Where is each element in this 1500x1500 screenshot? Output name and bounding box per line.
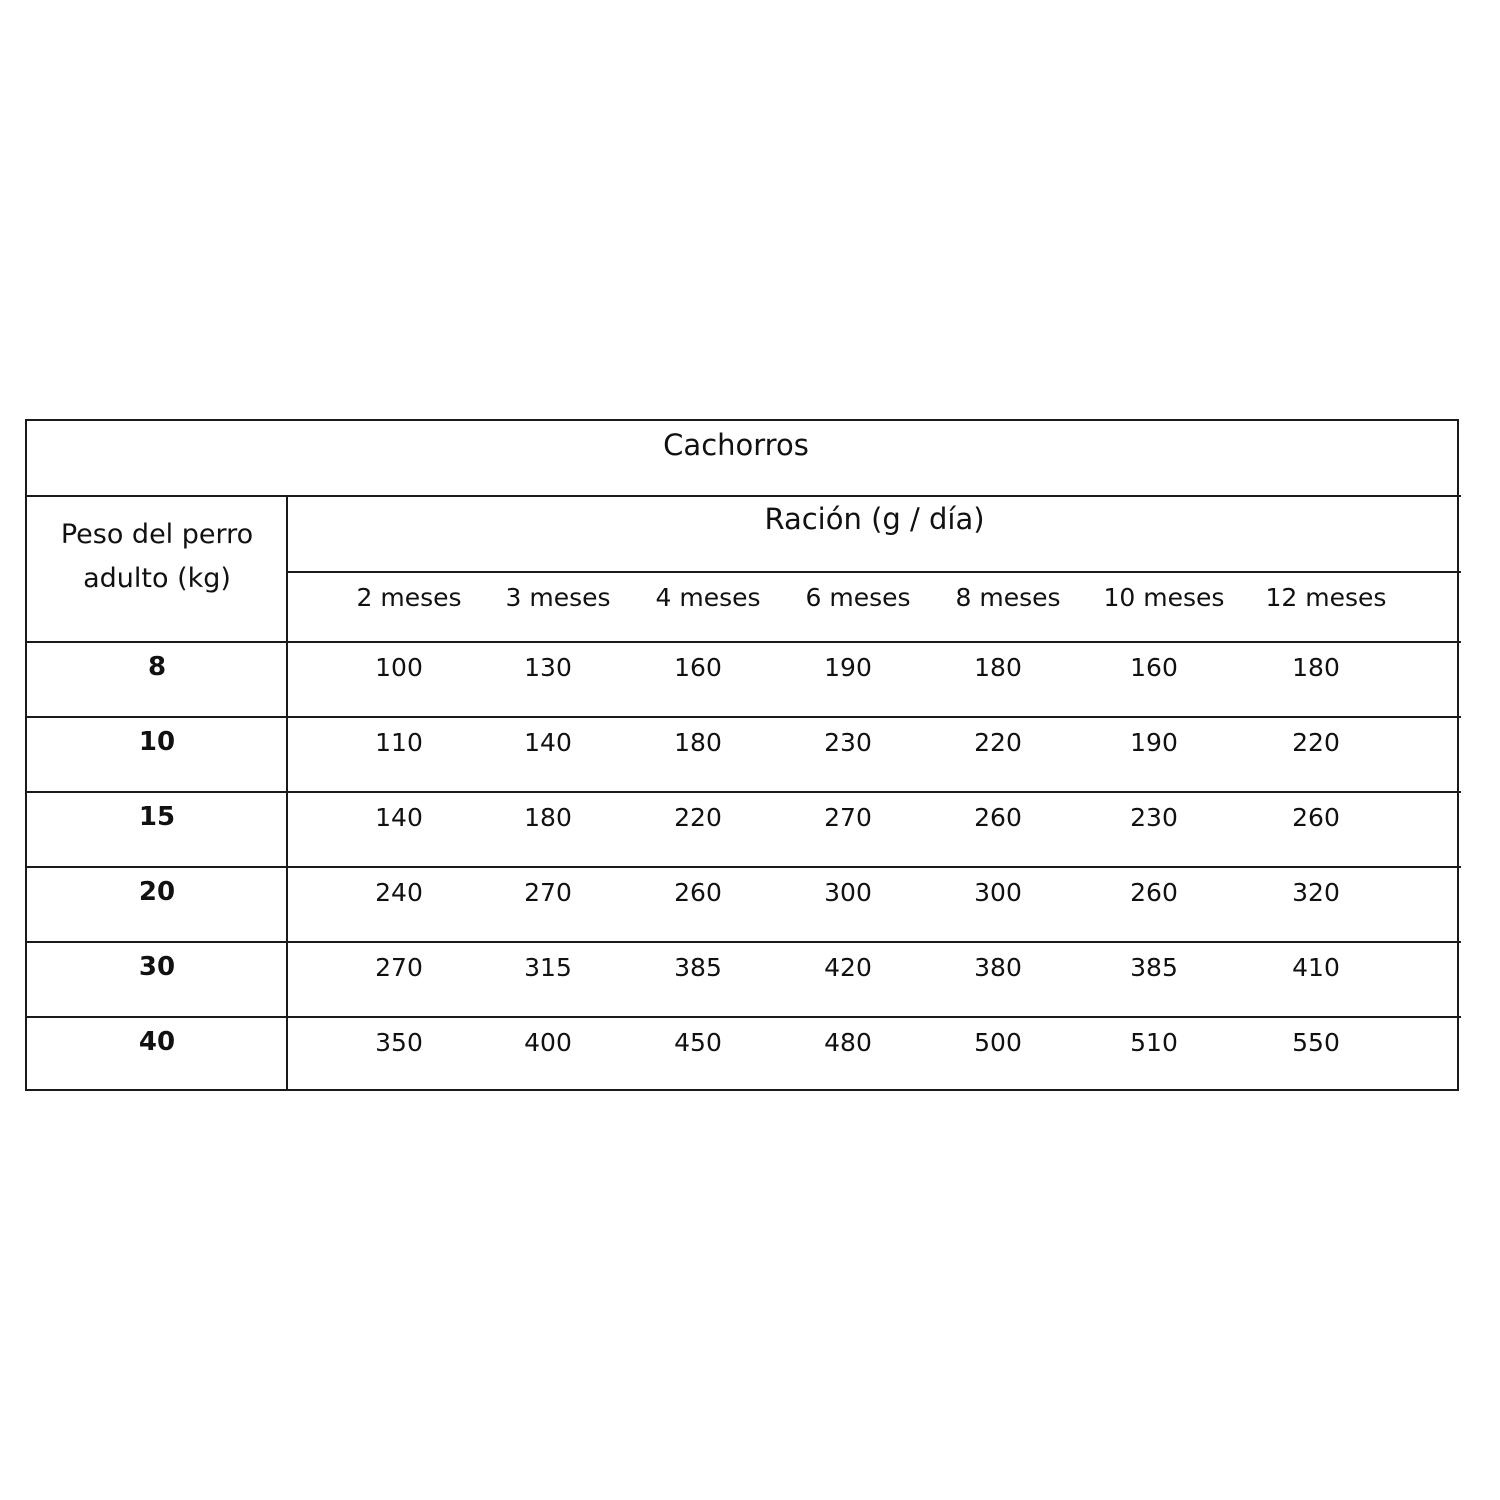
ration-cell: 260: [974, 803, 1022, 832]
month-header: 10 meses: [1103, 583, 1225, 612]
feeding-table: [25, 419, 1459, 1091]
ration-cell: 400: [524, 1028, 572, 1057]
ration-cell: 410: [1292, 953, 1340, 982]
ration-cell: 260: [1292, 803, 1340, 832]
ration-cell: 270: [375, 953, 423, 982]
ration-cell: 180: [974, 653, 1022, 682]
ration-cell: 140: [375, 803, 423, 832]
row-divider: [27, 941, 1461, 943]
month-header: 2 meses: [356, 583, 462, 612]
ration-cell: 450: [674, 1028, 722, 1057]
ration-cell: 480: [824, 1028, 872, 1057]
column-divider: [286, 495, 288, 1091]
table-title: Cachorros: [663, 428, 809, 462]
ration-cell: 500: [974, 1028, 1022, 1057]
ration-cell: 220: [1292, 728, 1340, 757]
ration-cell: 380: [974, 953, 1022, 982]
ration-cell: 300: [974, 878, 1022, 907]
ration-cell: 220: [674, 803, 722, 832]
ration-cell: 270: [524, 878, 572, 907]
ration-cell: 240: [375, 878, 423, 907]
ration-cell: 230: [824, 728, 872, 757]
weight-cell: 20: [138, 877, 176, 907]
row-divider: [27, 716, 1461, 718]
ration-cell: 300: [824, 878, 872, 907]
weight-cell: 8: [147, 652, 167, 682]
ration-cell: 385: [1130, 953, 1178, 982]
month-header: 12 meses: [1265, 583, 1387, 612]
ration-cell: 315: [524, 953, 572, 982]
ration-cell: 220: [974, 728, 1022, 757]
ration-cell: 420: [824, 953, 872, 982]
weight-cell: 40: [138, 1027, 176, 1057]
ration-cell: 100: [375, 653, 423, 682]
ration-cell: 550: [1292, 1028, 1340, 1057]
weight-cell: 10: [138, 727, 176, 757]
ration-cell: 510: [1130, 1028, 1178, 1057]
month-header: 3 meses: [505, 583, 611, 612]
ration-cell: 385: [674, 953, 722, 982]
ration-cell: 270: [824, 803, 872, 832]
weight-cell: 15: [138, 802, 176, 832]
row-divider: [27, 866, 1461, 868]
ration-cell: 320: [1292, 878, 1340, 907]
ration-cell: 260: [674, 878, 722, 907]
ration-cell: 180: [1292, 653, 1340, 682]
ration-cell: 260: [1130, 878, 1178, 907]
ration-cell: 230: [1130, 803, 1178, 832]
row-divider: [27, 641, 1461, 643]
ration-label: Ración (g / día): [764, 502, 985, 536]
title-divider: [27, 495, 1461, 497]
ration-cell: 180: [524, 803, 572, 832]
ration-cell: 190: [1130, 728, 1178, 757]
month-header: 8 meses: [955, 583, 1061, 612]
row-header-label: Peso del perro adulto (kg): [60, 519, 254, 594]
ration-cell: 130: [524, 653, 572, 682]
ration-cell: 180: [674, 728, 722, 757]
ration-cell: 160: [1130, 653, 1178, 682]
ration-cell: 140: [524, 728, 572, 757]
row-divider: [27, 1016, 1461, 1018]
ration-cell: 160: [674, 653, 722, 682]
weight-cell: 30: [138, 952, 176, 982]
month-header: 4 meses: [655, 583, 761, 612]
month-header: 6 meses: [805, 583, 911, 612]
ration-cell: 350: [375, 1028, 423, 1057]
ration-divider: [288, 571, 1461, 573]
row-divider: [27, 791, 1461, 793]
ration-cell: 190: [824, 653, 872, 682]
ration-cell: 110: [375, 728, 423, 757]
